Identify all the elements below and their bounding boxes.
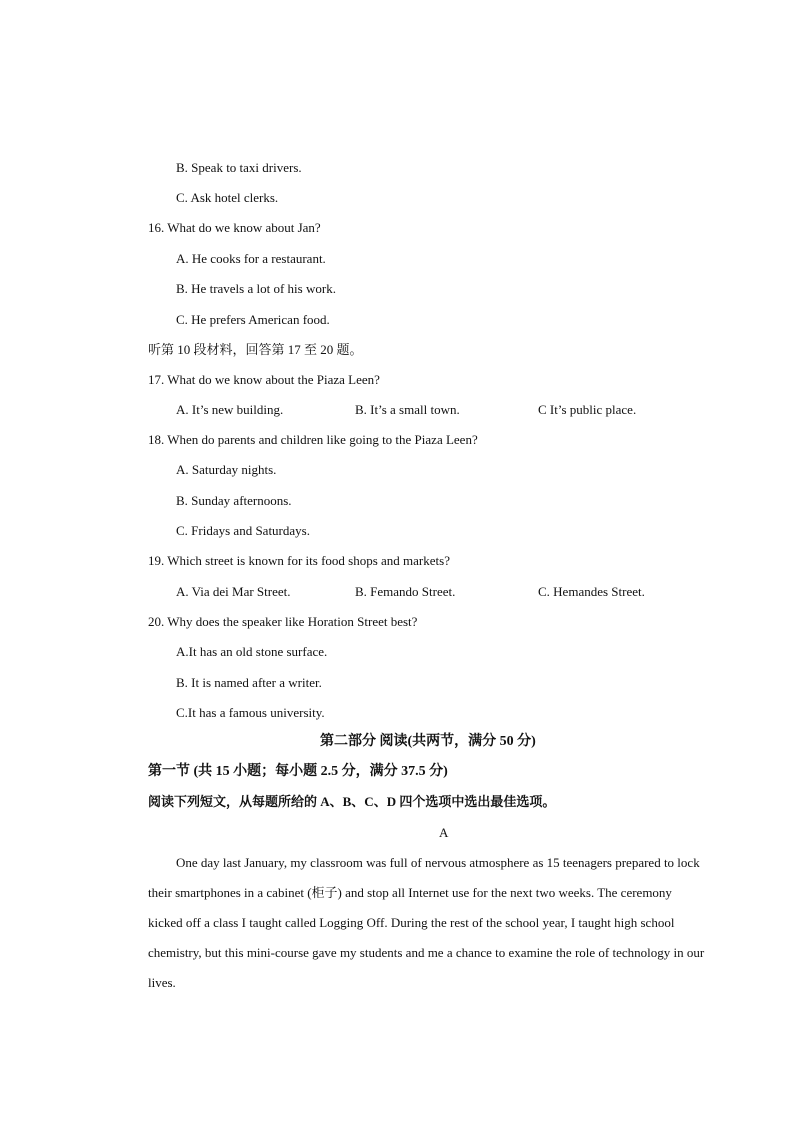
q15-option-b: B. Speak to taxi drivers. xyxy=(176,160,302,175)
passage-line: lives. xyxy=(148,975,176,990)
q19-option-b: B. Femando Street. xyxy=(355,584,456,599)
q17-stem: 17. What do we know about the Piaza Leen? xyxy=(148,372,380,387)
q16-option-c: C. He prefers American food. xyxy=(176,312,330,327)
passage-line: chemistry, but this mini-course gave my students and me a chance to examine the role of technology in our xyxy=(148,945,705,960)
q17-option-a: A. It’s new building. xyxy=(176,402,284,417)
passage-label: A xyxy=(439,825,449,840)
q18-stem: 18. When do parents and children like going to the Piaza Leen? xyxy=(148,432,478,447)
q20-option-b: B. It is named after a writer. xyxy=(176,675,322,690)
q19-option-c: C. Hemandes Street. xyxy=(538,584,645,599)
q17-option-c: C It’s public place. xyxy=(538,402,637,417)
passage-line: One day last January, my classroom was full of nervous atmosphere as 15 teenagers prepared to lock xyxy=(176,855,700,870)
q18-option-c: C. Fridays and Saturdays. xyxy=(176,523,310,538)
q19-option-a: A. Via dei Mar Street. xyxy=(176,584,291,599)
passage-line: their smartphones in a cabinet (柜子) and stop all Internet use for the next two weeks. The ceremony xyxy=(148,885,672,900)
part-2-heading: 第二部分 阅读(共两节，满分 50 分) xyxy=(320,734,536,749)
q16-stem: 16. What do we know about Jan? xyxy=(148,220,321,235)
q18-option-b: B. Sunday afternoons. xyxy=(176,493,292,508)
q17-option-b: B. It’s a small town. xyxy=(355,402,460,417)
q20-option-a: A.It has an old stone surface. xyxy=(176,644,328,659)
q18-option-a: A. Saturday nights. xyxy=(176,462,277,477)
section-1-heading: 第一节 (共 15 小题；每小题 2.5 分，满分 37.5 分) xyxy=(148,764,448,779)
reading-instruction: 阅读下列短文，从每题所给的 A、B、C、D 四个选项中选出最佳选项。 xyxy=(148,794,556,809)
passage-line: kicked off a class I taught called Logging Off. During the rest of the school year, I taught high school xyxy=(148,915,675,930)
section-10-instruction: 听第 10 段材料，回答第 17 至 20 题。 xyxy=(148,342,363,357)
q19-stem: 19. Which street is known for its food shops and markets? xyxy=(148,553,450,568)
q16-option-a: A. He cooks for a restaurant. xyxy=(176,251,326,266)
q20-option-c: C.It has a famous university. xyxy=(176,705,325,720)
q15-option-c: C. Ask hotel clerks. xyxy=(176,190,279,205)
q16-option-b: B. He travels a lot of his work. xyxy=(176,281,336,296)
q20-stem: 20. Why does the speaker like Horation Street best? xyxy=(148,614,418,629)
